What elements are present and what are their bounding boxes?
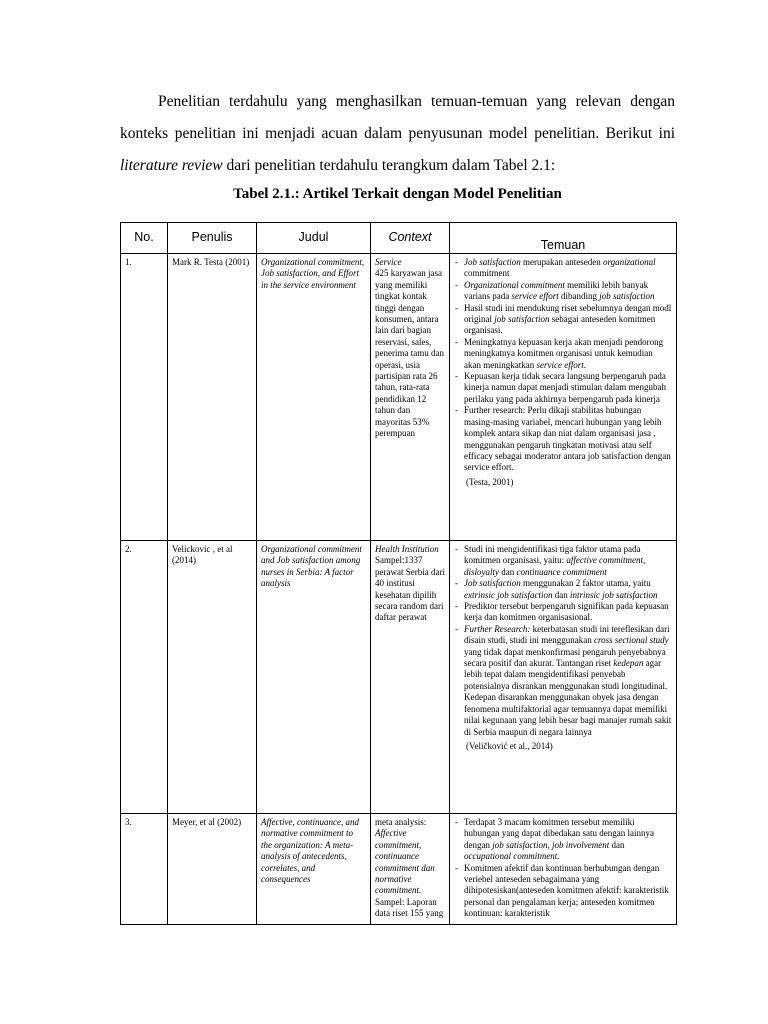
table-row <box>121 814 677 925</box>
finding-item: - Further Research: keterbatasan studi ini tereflesikan dari disain studi, studi ini menggunakan cross sectional study yang tidak dapat menkonfirmasi pengaruh penyebabnya secara positif dan akurat. Tantangan riset kedepan agar lebih tepat dalam mengidentifikasi penyebab potensialnya disrankan menggunakan studi longitudinal. Kedepan disarankan menggunakan obyek jasa dengan fenomena multifaktorial agar temuannya dapat memiliki nilai kegunaan yang lebih besar bagi manajer rumah sakit di Serbia maupun di negara lainnya <box>454 624 672 738</box>
context-sample: Sampel: Laporan data riset 155 yang <box>375 896 444 919</box>
header-penulis: Penulis <box>168 223 257 254</box>
citation: (Veličković et al., 2014) <box>466 740 553 751</box>
table-header-row <box>121 223 677 254</box>
row-title: Organizational commitment and Job satisfaction among nurses in Serbia: A factor analysis <box>257 541 371 814</box>
citation: (Testa, 2001) <box>466 476 514 487</box>
finding-item: - Hasil studi ini mendukung riset sebelumnya dengan modl original job satisfaction sebagai anteseden komitmen organisasi. <box>454 303 672 337</box>
row-findings <box>450 541 677 814</box>
row-title: Organizational commitment, Job satisfaction, and Effort in the service environment <box>257 254 371 541</box>
row-number: 2. <box>121 541 168 814</box>
finding-item: - Terdapat 3 macam komitmen tersebut memiliki hubungan yang dapat dibedakan satu dengan lainnya dengan job satisfaction, job involvement dan occupational commitment. <box>454 817 672 863</box>
header-temuan: Temuan <box>450 223 677 254</box>
row-author: Meyer, et al (2002) <box>168 814 257 925</box>
finding-item: - Komitmen afektif dan kontinuan berhubungan dengan veriebel anteseden sebagaimana yang dihipotesiskan(anteseden komitmen afektif: karakteristik personal dan pengalaman kerja; anteseden komitmen kontinuan: karakteristik <box>454 863 672 920</box>
context-sample: Sampel:1337 perawat Serbia dari 40 institusi kesehatan dipilih secara random dari daftar perawat <box>375 555 445 623</box>
table-row <box>121 254 677 541</box>
finding-item: - Job satisfaction menggunakan 2 faktor utama, yaitu extrinsic job satisfaction dan intrinsic job satisfaction <box>454 578 672 601</box>
intro-text: Penelitian terdahulu yang menghasilkan temuan-temuan yang relevan dengan konteks penelitian ini menjadi acuan dalam penyusunan model penelitian. Berikut ini <box>120 93 675 142</box>
intro-paragraph <box>120 86 675 182</box>
finding-item: - Organizational commitment memiliki lebih banyak varians pada service effort dibanding job satisfaction <box>454 280 672 303</box>
intro-text-end: dari penelitian terdahulu terangkum dalam Tabel 2.1: <box>226 157 556 174</box>
intro-term: literature review <box>120 157 223 174</box>
finding-item: - Meningkatnya kepuasan kerja akan menjadi pendorong meningkatnya komitmen organisasi untuk kemudian akan meningkatkan service effort. <box>454 337 672 371</box>
row-number: 3. <box>121 814 168 925</box>
row-title: Affective, continuance, and normative commitment to the organization: A meta-analysis of antecedents, correlates, and consequences <box>257 814 371 925</box>
row-context <box>371 541 450 814</box>
literature-table <box>120 222 677 925</box>
row-findings <box>450 814 677 925</box>
context-lead: meta analysis: <box>375 817 427 827</box>
finding-item: - Further research: Perlu dikaji stabilitas hubungan masing-masing variabel, mencari hubungan yang lebih komplek antara sikap dan niat dalam organisasi jasa , menggunakan pengaruh tingkatan motivasi atau self efficacy sebagai moderator antara job satisfaction dengan service effort. <box>454 405 672 473</box>
row-number: 1. <box>121 254 168 541</box>
context-domain: Health Institution <box>375 544 439 554</box>
row-findings <box>450 254 677 541</box>
row-author: Mark R. Testa (2001) <box>168 254 257 541</box>
finding-item: - Studi ini mengidentifikasi tiga faktor utama pada komitmen organisasi, yaitu: affective commitment, disloyalty dan continuance commitment <box>454 544 672 578</box>
table-caption: Tabel 2.1.: Artikel Terkait dengan Model Penelitian <box>233 186 562 202</box>
context-sample: 425 karyawan jasa yang memiliki tingkat kontak tinggi dengan konsumen, antara lain dari bagian reservasi, sales, penerima tamu dan operasi, usia partisipan rata 26 tahun, rata-rata pendidikan 12 tahun dan mayoritas 53% perempuan <box>375 268 444 439</box>
row-author: Velickovic , et al (2014) <box>168 541 257 814</box>
header-no: No. <box>121 223 168 254</box>
finding-item: - Job satisfaction merupakan anteseden organizational commitment <box>454 257 672 280</box>
row-context <box>371 254 450 541</box>
finding-item: - Prediktor tersebut berpengaruh signifikan pada kepuasan kerja dan komitmen organisasional. <box>454 601 672 624</box>
header-context: Context <box>371 223 450 254</box>
context-domain: Service <box>375 257 402 267</box>
header-judul: Judul <box>257 223 371 254</box>
context-domain: Affective commitment, continuance commitment dan normative commitment. <box>375 828 435 896</box>
row-context <box>371 814 450 925</box>
finding-item: - Kepuasan kerja tidak secara langsung berpengaruh pada kinerja namun dapat menjadi stimulan dalam mengubah perilaku yang pada akhirnya berpengaruh pada kinerja <box>454 371 672 405</box>
table-row <box>121 541 677 814</box>
